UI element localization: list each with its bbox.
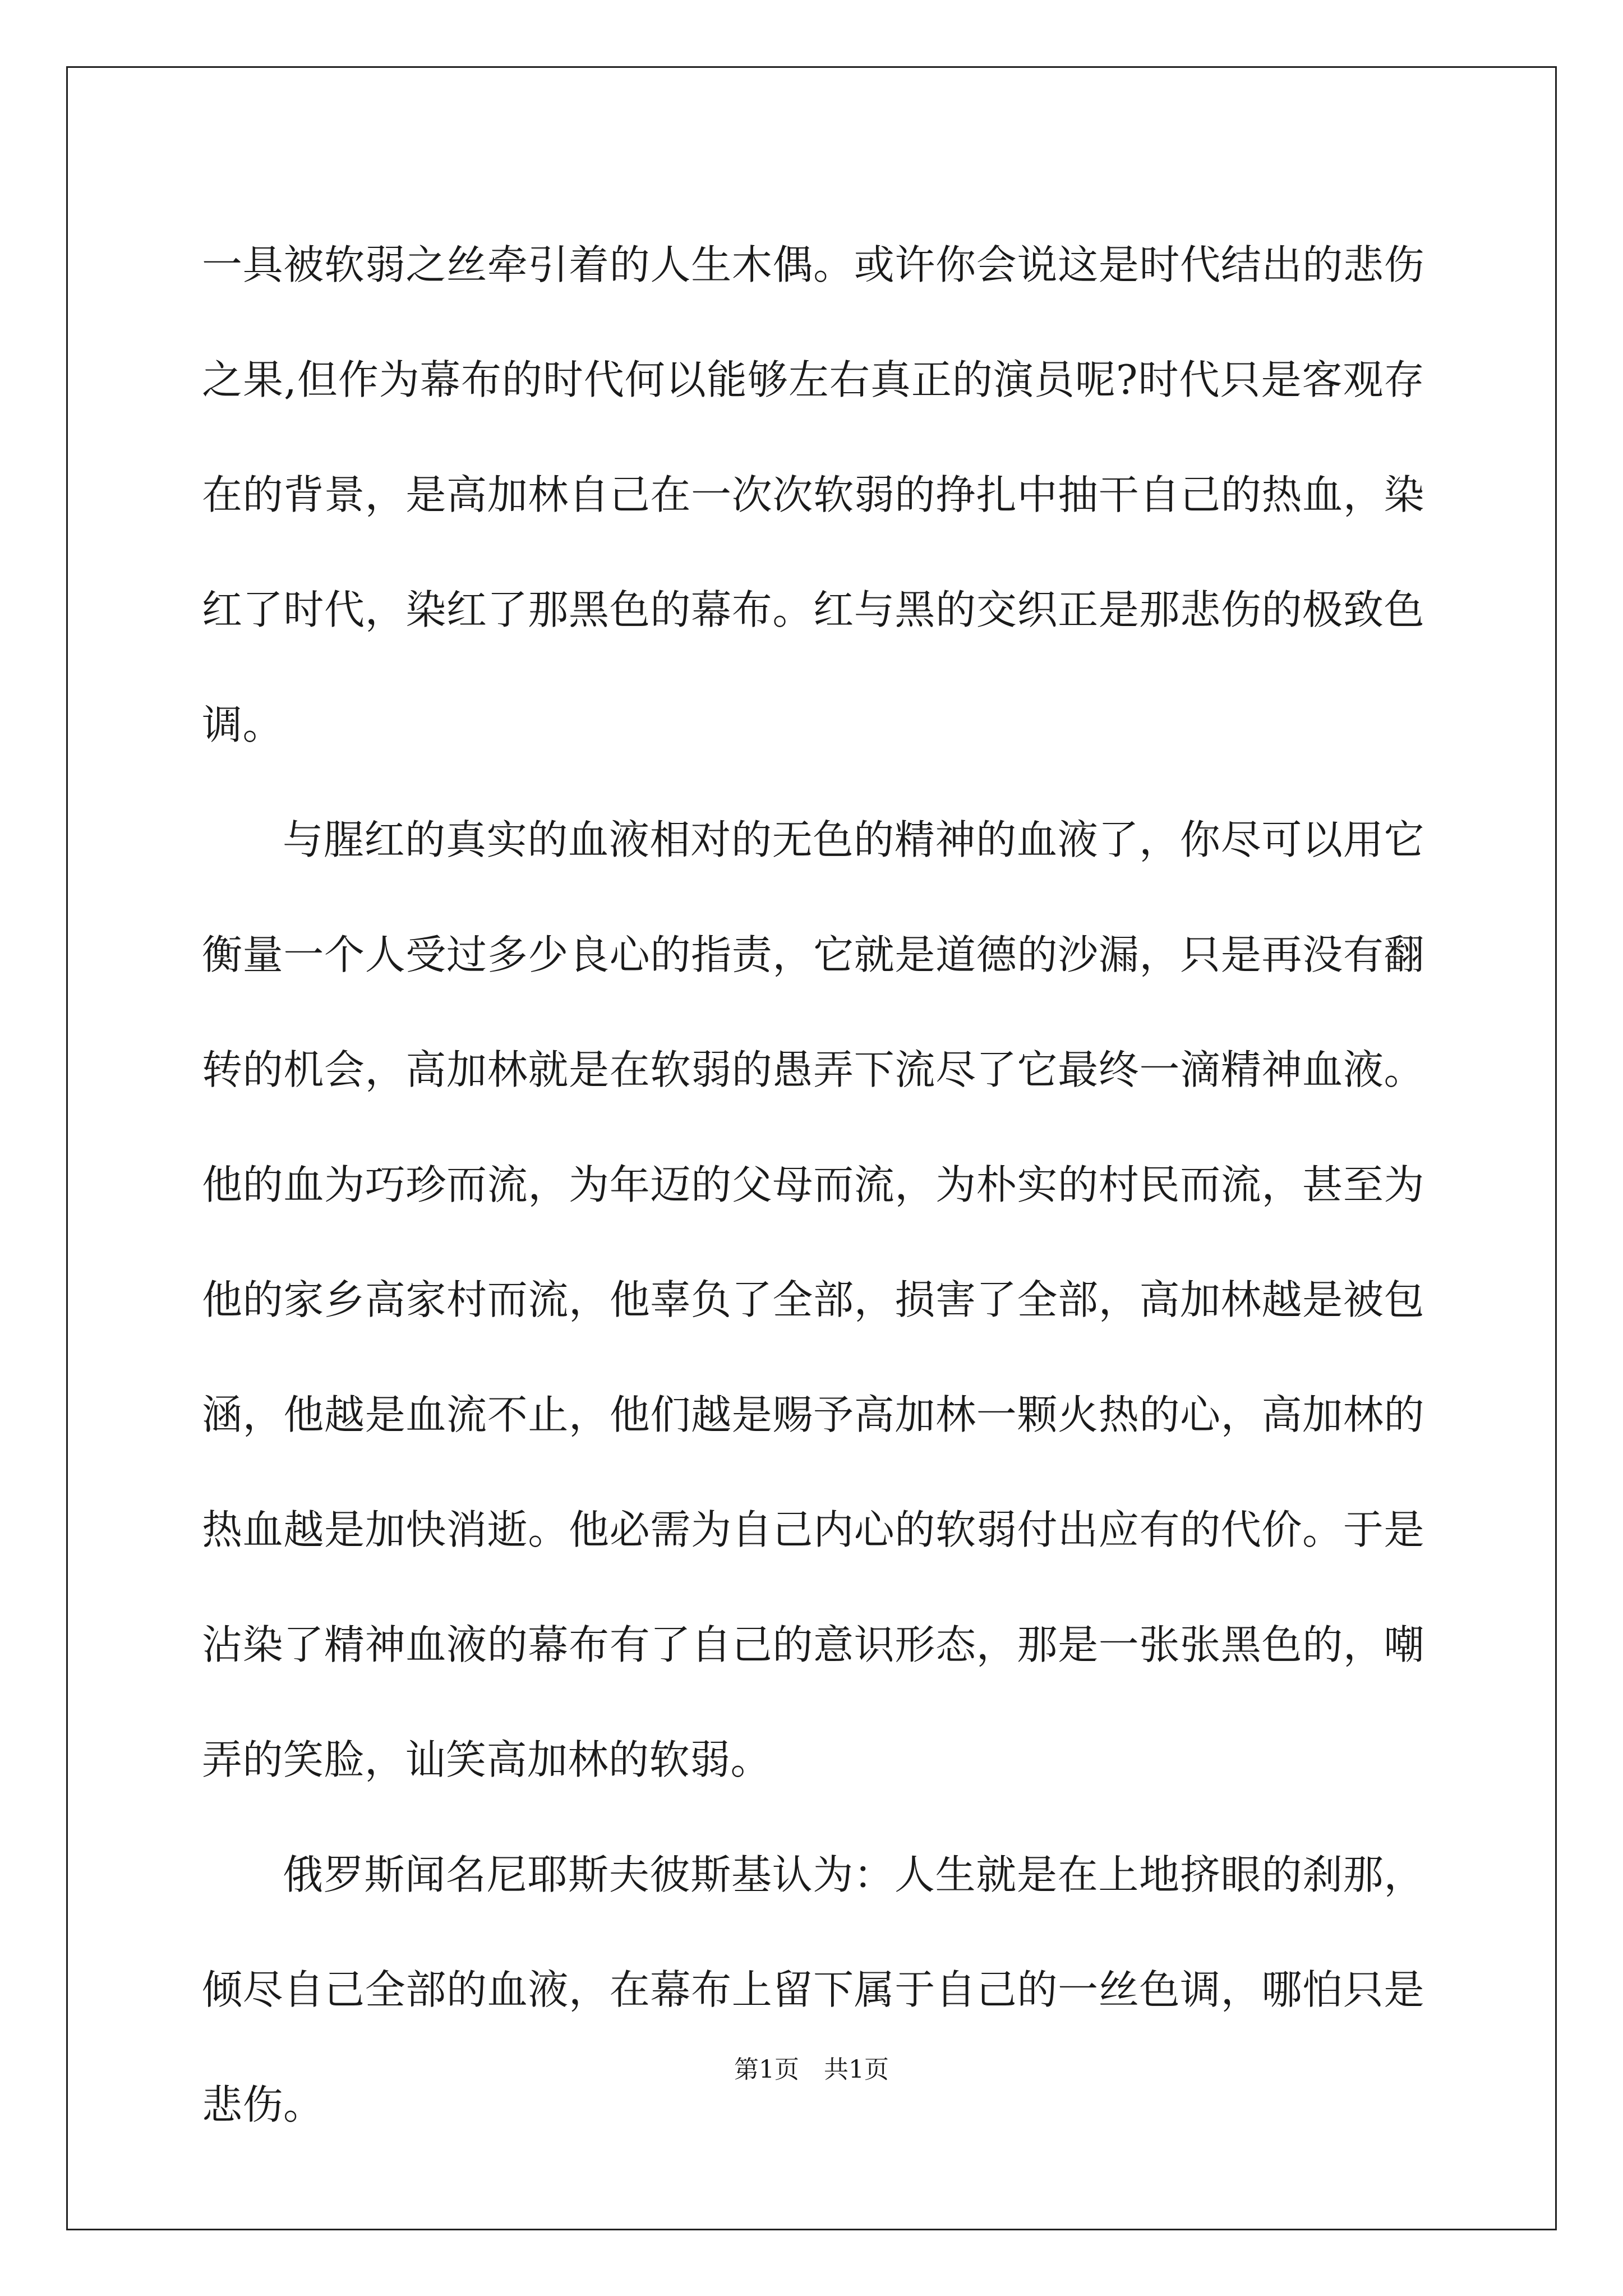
paragraph-2: 与腥红的真实的血液相对的无色的精神的血液了，你尽可以用它衡量一个人受过多少良心的指责，它就是道德的沙漏，只是再没有翻转的机会，高加林就是在软弱的愚弄下流尽了它最终一滴精神血液。他的血为巧珍而流，为年迈的父母而流，为朴实的村民而流，甚至为他的家乡高家村而流，他辜负了全部，损害了全部，高加林越是被包涵，他越是血流不止，他们越是赐予高加林一颗火热的心，高加林的热血越是加快消逝。他必需为自己内心的软弱付出应有的代价。于是沾染了精神血液的幕布有了自己的意识形态，那是一张张黑色的，嘲弄的笑脸，讪笑高加林的软弱。 [202,816,1424,1783]
paragraph-1: 一具被软弱之丝牵引着的人生木偶。或许你会说这是时代结出的悲伤之果,但作为幕布的时代何以能够左右真正的演员呢?时代只是客观存在的背景，是高加林自己在一次次软弱的挣扎中抽干自己的热血，染红了时代，染红了那黑色的幕布。红与黑的交织正是那悲伤的极致色调。 [202,241,1424,748]
page-footer: 第1页 共1页 [734,2055,889,2084]
document-body [202,208,1424,2162]
paragraph-3: 俄罗斯闻名尼耶斯夫彼斯基认为：人生就是在上地挤眼的刹那，倾尽自己全部的血液，在幕布上留下属于自己的一丝色调，哪怕只是悲伤。 [202,1851,1424,2128]
